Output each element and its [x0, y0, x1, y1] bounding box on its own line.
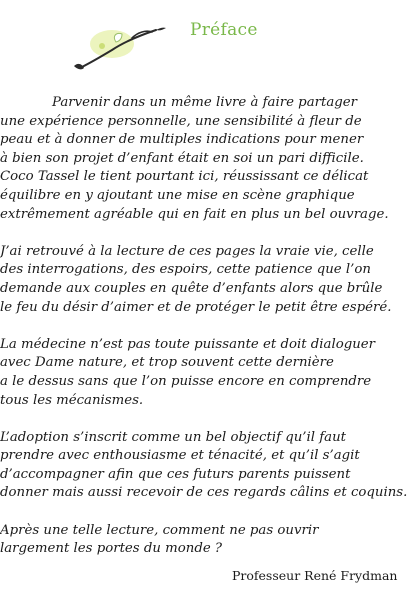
- page-title: Préface: [190, 20, 258, 40]
- paragraph: [0, 336, 410, 410]
- text-line: avec Dame nature, et trop souvent cette dernière: [0, 355, 334, 371]
- text-line: des interrogations, des espoirs, cette patience que l’on: [0, 262, 371, 278]
- text-line: La médecine n’est pas toute puissante et doit dialoguer: [0, 336, 376, 352]
- text-line: une expérience personnelle, une sensibilité à fleur de: [0, 113, 362, 129]
- branch-with-bird-icon: [72, 22, 172, 74]
- text-line: demande aux couples en quête d’enfants alors que brûle: [0, 280, 383, 296]
- text-line: L’adoption s’inscrit comme un bel objectif qu’il faut: [0, 429, 347, 445]
- text-line: peau et à donner de multiples indications pour mener: [0, 132, 364, 148]
- ornament-bird: [156, 28, 166, 31]
- text-line: largement les portes du monde ?: [0, 541, 223, 557]
- paragraph: [0, 429, 410, 503]
- text-line: équilibre en y ajoutant une mise en scène graphique: [0, 187, 355, 203]
- paragraph: [0, 94, 410, 224]
- text-line: extrêmement agréable qui en fait en plus un bel ouvrage.: [0, 206, 389, 222]
- text-line: Après une telle lecture, comment ne pas ouvrir: [0, 522, 319, 538]
- text-line: prendre avec enthousiasme et ténacité, et qu’il s’agit: [0, 448, 360, 464]
- paragraph: [0, 243, 410, 317]
- paragraph: [0, 522, 410, 559]
- ornament-glow: [90, 30, 134, 58]
- text-line: à bien son projet d’enfant était en soi un pari difficile.: [0, 150, 364, 166]
- text-line: J’ai retrouvé à la lecture de ces pages la vraie vie, celle: [0, 243, 374, 259]
- text-line: d’accompagner afin que ces futurs parents puissent: [0, 466, 351, 482]
- text-line: Coco Tassel le tient pourtant ici, réussissant ce délicat: [0, 169, 369, 185]
- text-line: le feu du désir d’aimer et de protéger le petit être espéré.: [0, 299, 392, 315]
- preface-body: [0, 94, 410, 577]
- text-line: donner mais aussi recevoir de ces regards câlins et coquins.: [0, 485, 408, 501]
- text-line: tous les mécanismes.: [0, 392, 144, 408]
- signature: Professeur René Frydman: [232, 568, 398, 583]
- text-line: Parvenir dans un même livre à faire partager: [52, 95, 357, 110]
- text-line: a le dessus sans que l’on puisse encore en comprendre: [0, 373, 372, 389]
